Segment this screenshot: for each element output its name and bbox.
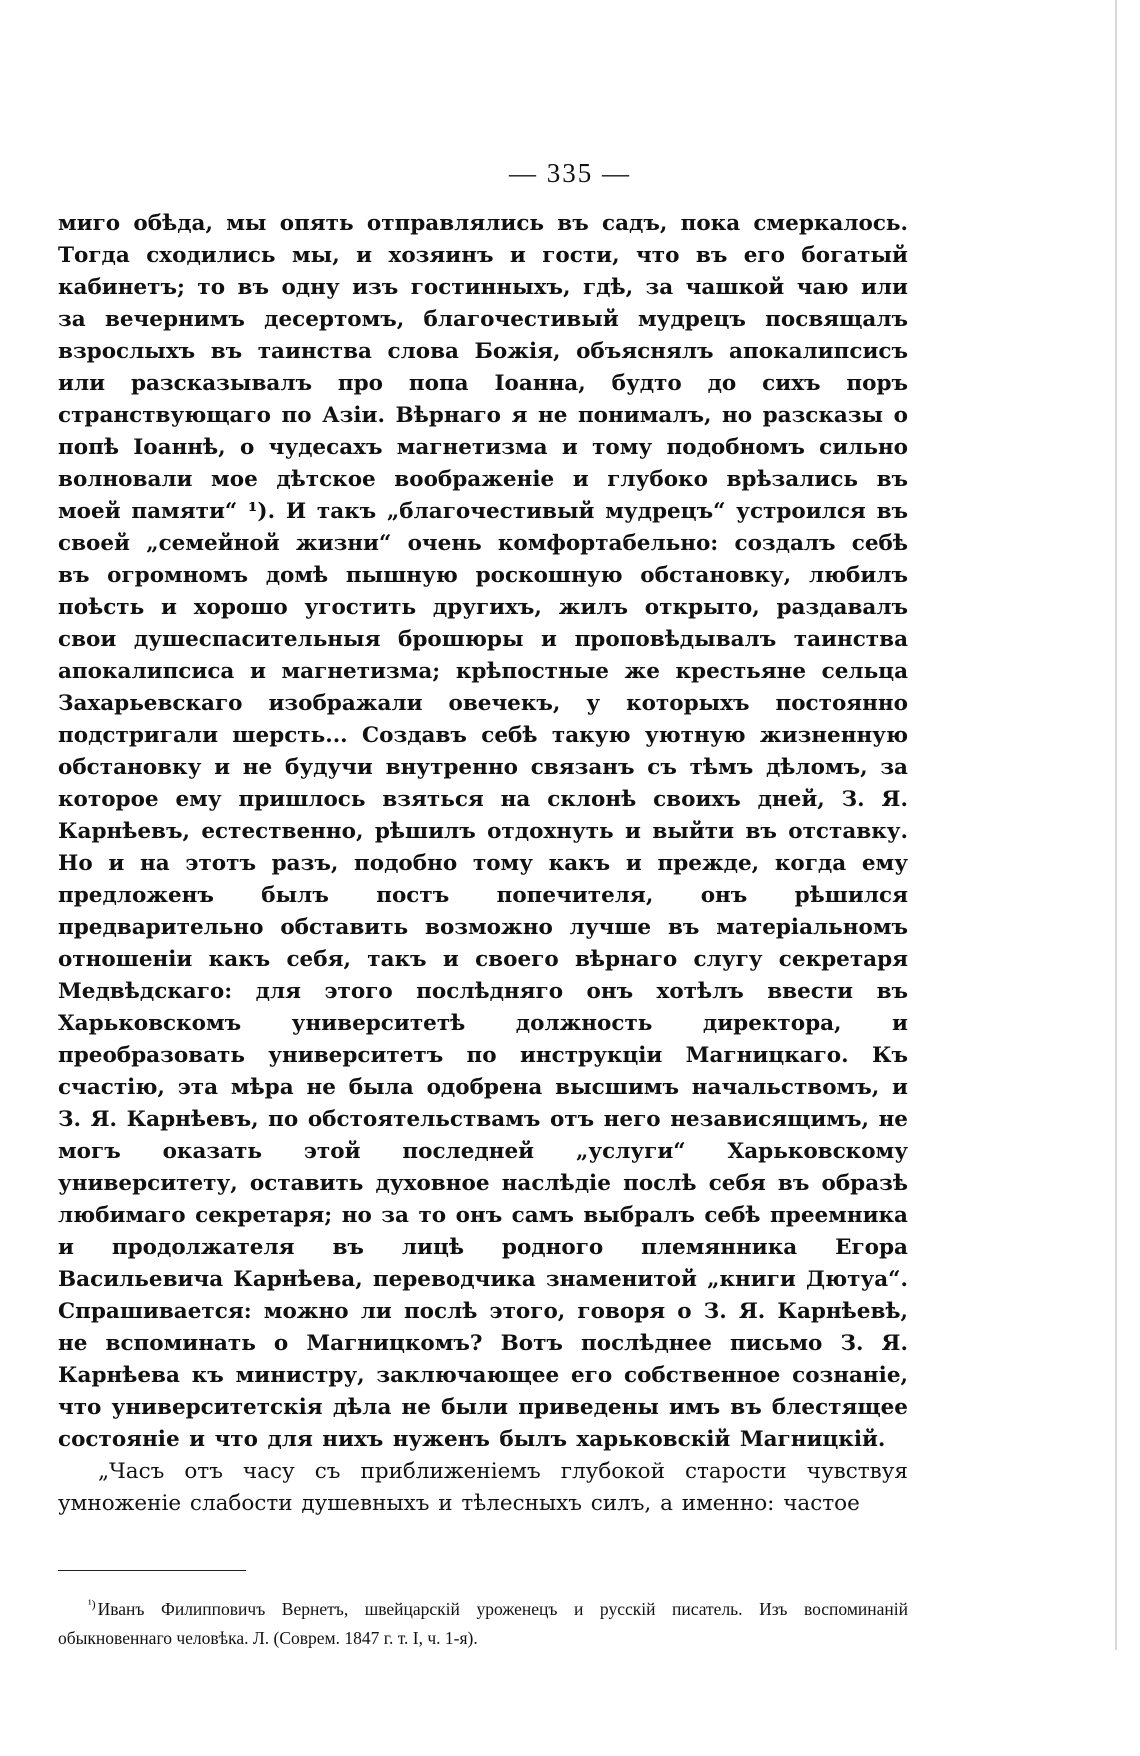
- paragraph-main: миго обѣда, мы опять отправлялись въ садъ, пока смеркалось. Тогда сходились мы, и хозяинъ и гости, что въ его богатый кабинетъ; то въ одну изъ гостинныхъ, гдѣ, за чашкой чаю или за вечернимъ десертомъ, благочестивый мудрецъ посвящалъ взрослыхъ въ таинства слова Божія, объяснялъ апокалипсисъ или разсказывалъ про попа Іоанна, будто до сихъ поръ странствующаго по Азіи. Вѣрнаго я не понималъ, но разсказы о попѣ Іоаннѣ, о чудесахъ магнетизма и тому подобномъ сильно волновали мое дѣтское воображеніе и глубоко врѣзались въ моей памяти“ ¹). И такъ „благочестивый мудрецъ“ устроился въ своей „семейной жизни“ очень комфортабельно: создалъ себѣ въ огромномъ домѣ пышную роскошную обстановку, любилъ поѣсть и хорошо угостить другихъ, жилъ открыто, раздавалъ свои душеспасительныя брошюры и проповѣдывалъ таинства апокалипсиса и магнетизма; крѣпостные же крестьяне сельца Захарьевскаго изображали овечекъ, у которыхъ постоянно подстригали шерсть... Создавъ себѣ такую уютную жизненную обстановку и не будучи внутренно связанъ съ тѣмъ дѣломъ, за которое ему пришлось взяться на склонѣ своихъ дней, З. Я. Карнѣевъ, естественно, рѣшилъ отдохнуть и выйти въ отставку. Но и на этотъ разъ, подобно тому какъ и прежде, когда ему предложенъ былъ постъ попечителя, онъ рѣшился предварительно обставить возможно лучше въ матеріальномъ отношеніи какъ себя, такъ и своего вѣрнаго слугу секретаря Медвѣдскаго: для этого послѣдняго онъ хотѣлъ ввести въ Харьковскомъ университетѣ должность директора, и преобразовать университетъ по инструкціи Магницкаго. Къ счастію, эта мѣра не была одобрена высшимъ начальствомъ, и З. Я. Карнѣевъ, по обстоятельствамъ отъ него независящимъ, не могъ оказать этой последней „услуги“ Харьковскому университету, оставить духовное наслѣдіе послѣ себя въ образѣ любимаго секретаря; но за то онъ самъ выбралъ себѣ преемника и продолжателя въ лицѣ родного племянника Егора Васильевича Карнѣева, переводчика знаменитой „книги Дютуа“. Спрашивается: можно ли послѣ этого, говоря о З. Я. Карнѣевѣ, не вспоминать о Магницкомъ? Вотъ послѣднее письмо З. Я. Карнѣева къ министру, заключающее его собственное сознаніе, что университетскія дѣла не были приведены имъ въ блестящее состояніе и что для нихъ нуженъ былъ харьковскій Магницкій.: [58, 211, 908, 1452]
- footnote-marker: ¹): [88, 1597, 96, 1611]
- page-number: — 335 —: [509, 158, 631, 188]
- footnote: [58, 1590, 908, 1653]
- page-edge-line: [1115, 0, 1117, 1650]
- main-text: [58, 208, 908, 1520]
- footnote-separator: [58, 1570, 246, 1571]
- footnote-text: Иванъ Филипповичъ Вернетъ, швейцарскій уроженецъ и русскій писатель. Изъ воспоминаній обыкновеннаго человѣка. Л. (Соврем. 1847 г. т. I, ч. 1-я).: [58, 1598, 908, 1648]
- paragraph-letter-start: „Часъ отъ часу съ приближеніемъ глубокой старости чувствуя умноженіе слабости душевныхъ и тѣлесныхъ силъ, а именно: частое: [58, 1459, 908, 1516]
